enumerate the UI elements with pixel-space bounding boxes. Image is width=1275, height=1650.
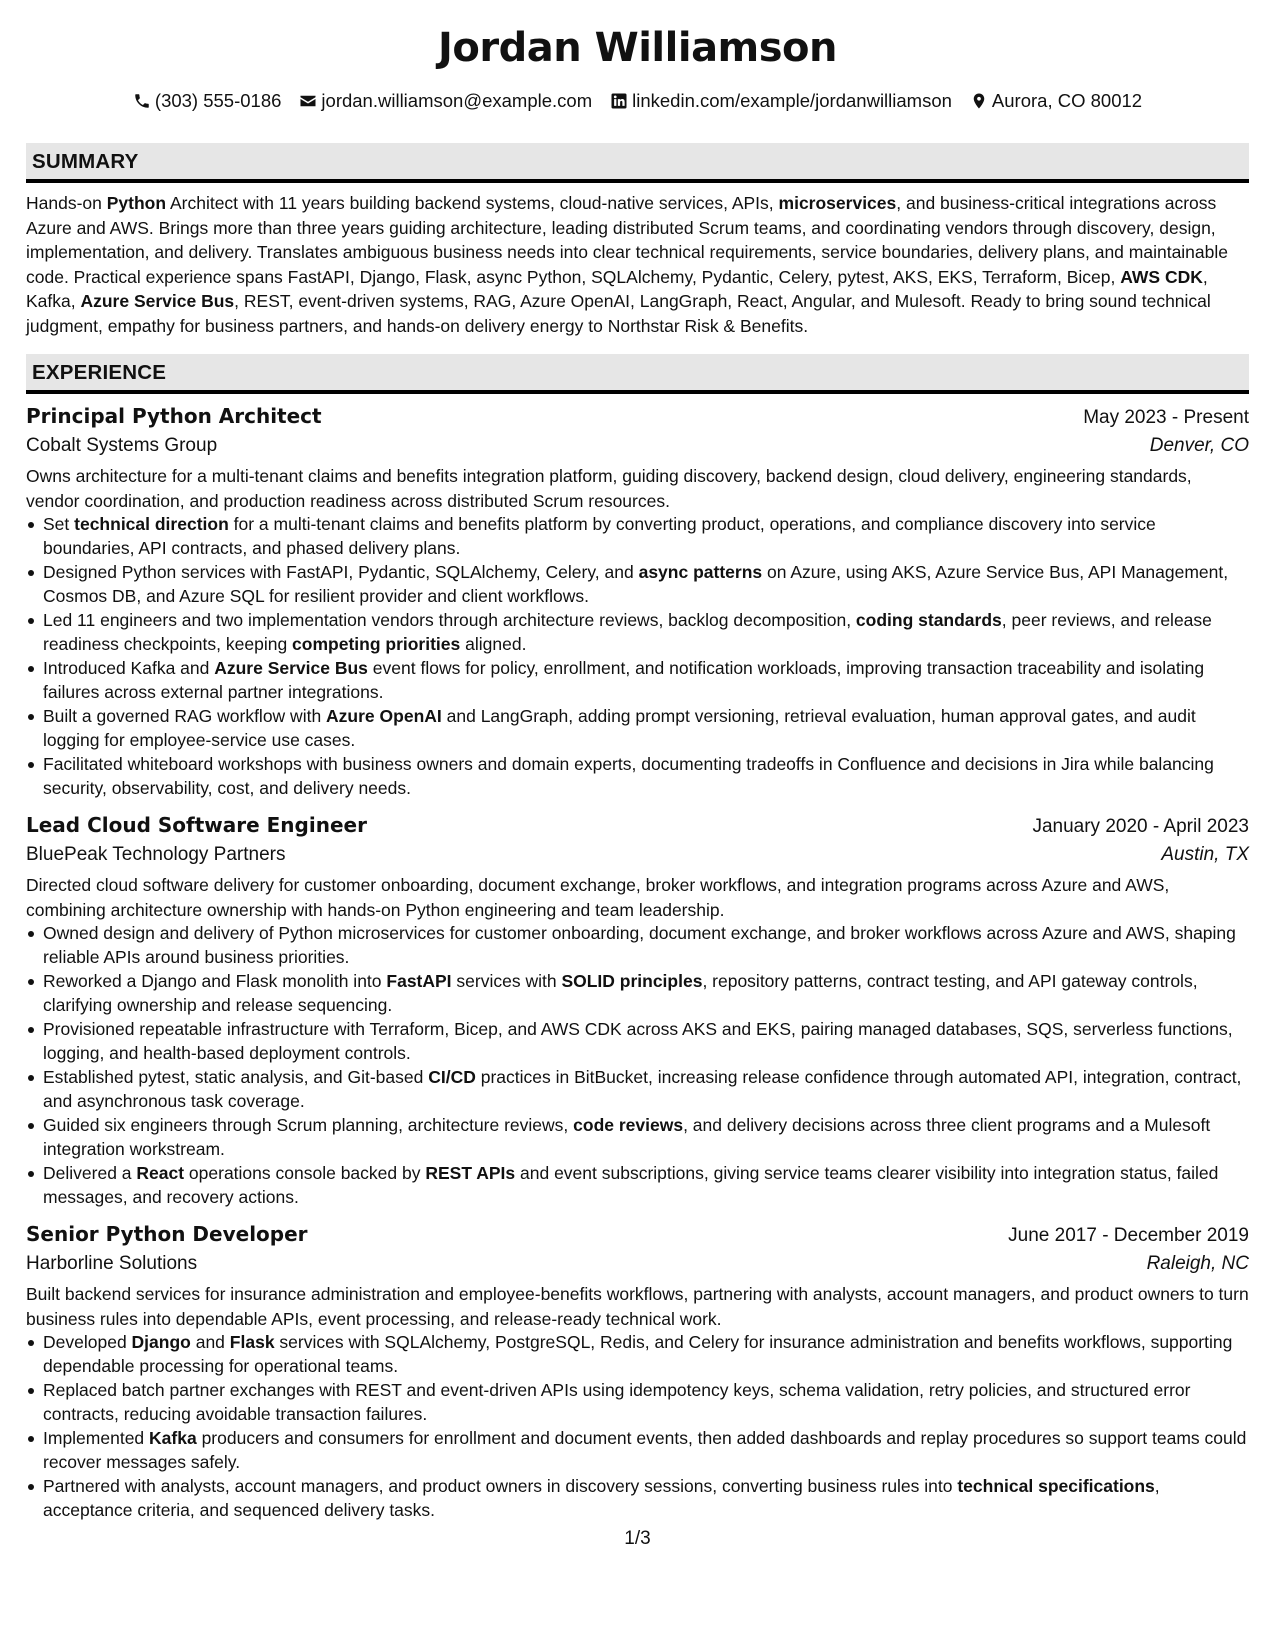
bullet-item: Delivered a React operations console backed by REST APIs and event subscriptions, giving service teams clearer visibility into integration status, failed messages, and recovery actions. [26, 1162, 1249, 1209]
envelope-icon [299, 92, 317, 110]
emphasis-text: technical direction [74, 514, 229, 534]
bullet-item: Designed Python services with FastAPI, Pydantic, SQLAlchemy, Celery, and async patterns on Azure, using AKS, Azure Service Bus, API Management, Cosmos DB, and Azure SQL for resilient provider and client workflows. [26, 561, 1249, 608]
summary-text: Hands-on Python Architect with 11 years building backend systems, cloud-native services, APIs, microservices, and business-critical integrations across Azure and AWS. Brings more than three years guiding architecture, leading distributed Scrum teams, and coordinating vendors through discovery, design, implementation, and delivery. Translates ambiguous business needs into clear technical requirements, service boundaries, delivery plans, and maintainable code. Practical experience spans FastAPI, Django, Flask, async Python, SQLAlchemy, Pydantic, Celery, pytest, AKS, EKS, Terraform, Bicep, AWS CDK, Kafka, Azure Service Bus, REST, event-driven systems, RAG, Azure OpenAI, LangGraph, React, Angular, and Mulesoft. Ready to bring sound technical judgment, empathy for business partners, and hands-on delivery energy to Northstar Risk & Benefits. [26, 193, 1229, 336]
emphasis-text: Flask [229, 1332, 275, 1352]
emphasis-text: coding standards [855, 610, 1002, 630]
job-dates: January 2020 - April 2023 [1032, 816, 1249, 837]
emphasis-text: Python [106, 193, 167, 213]
job-company: BluePeak Technology Partners [26, 844, 286, 865]
emphasis-text: technical specifications [957, 1476, 1155, 1496]
job-company: Harborline Solutions [26, 1253, 198, 1274]
phone-icon [133, 92, 151, 110]
page-number: 1/3 [624, 1528, 651, 1549]
emphasis-text: competing priorities [292, 633, 461, 654]
job-description: Built backend services for insurance administration and employee-benefits workflows, partnering with analysts, account managers, and product owners to turn business rules into dependable APIs, event processing, and release-ready technical work. [26, 1284, 1249, 1329]
bullet-item: Developed Django and Flask services with SQLAlchemy, PostgreSQL, Redis, and Celery for insurance administration and benefits workflows, supporting dependable processing for operational teams. [26, 1331, 1249, 1378]
job-title: Principal Python Architect [26, 404, 322, 428]
job-title: Lead Cloud Software Engineer [26, 813, 367, 837]
job-dates: June 2017 - December 2019 [1008, 1225, 1249, 1246]
bullet-item: Established pytest, static analysis, and Git-based CI/CD practices in BitBucket, increasing release confidence through automated API, integration, contract, and asynchronous task coverage. [26, 1066, 1249, 1113]
experience-heading: EXPERIENCE [26, 354, 1249, 394]
emphasis-text: code reviews [573, 1115, 684, 1135]
job-entry-2 [26, 810, 1249, 1209]
bullet-item: Facilitated whiteboard workshops with business owners and domain experts, documenting tradeoffs in Confluence and decisions in Jira while balancing security, observability, cost, and delivery needs. [26, 753, 1249, 800]
bullet-item: Owned design and delivery of Python microservices for customer onboarding, document exchange, and broker workflows across Azure and AWS, shaping reliable APIs around business priorities. [26, 922, 1249, 969]
emphasis-text: async patterns [638, 562, 763, 582]
job-entry-1 [26, 401, 1249, 800]
linkedin-link[interactable]: linkedin.com/example/jordanwilliamson [632, 90, 952, 111]
job-location: Austin, TX [1161, 844, 1249, 865]
emphasis-text: FastAPI [386, 971, 452, 991]
map-marker-icon [970, 92, 988, 110]
emphasis-text: AWS CDK [1120, 266, 1203, 287]
job-bullets [26, 513, 1249, 800]
job-bullets [26, 922, 1249, 1209]
emphasis-text: microservices [778, 193, 897, 213]
contact-location [970, 90, 1142, 112]
bullet-item: Guided six engineers through Scrum planning, architecture reviews, code reviews, and delivery decisions across three client programs and a Mulesoft integration workstream. [26, 1114, 1249, 1161]
emphasis-text: React [136, 1163, 185, 1183]
bullet-item: Provisioned repeatable infrastructure with Terraform, Bicep, and AWS CDK across AKS and EKS, pairing managed databases, SQS, serverless functions, logging, and health-based deployment controls. [26, 1018, 1249, 1065]
bullet-item: Built a governed RAG workflow with Azure OpenAI and LangGraph, adding prompt versioning, retrieval evaluation, human approval gates, and audit logging for employee-service use cases. [26, 705, 1249, 752]
contact-phone [133, 90, 282, 112]
job-location: Denver, CO [1149, 435, 1249, 456]
resume-page [26, 0, 1249, 1523]
emphasis-text: Azure OpenAI [326, 706, 442, 726]
bullet-item: Introduced Kafka and Azure Service Bus event flows for policy, enrollment, and notification workloads, improving transaction traceability and isolating failures across external partner integrations. [26, 657, 1249, 704]
contact-email[interactable] [299, 90, 592, 112]
contact-linkedin[interactable] [610, 90, 952, 112]
location-text: Aurora, CO 80012 [991, 90, 1143, 111]
emphasis-text: Azure Service Bus [80, 291, 235, 311]
bullet-item: Replaced batch partner exchanges with REST and event-driven APIs using idempotency keys, schema validation, retry policies, and structured error contracts, reducing avoidable transaction failures. [26, 1379, 1249, 1426]
linkedin-icon [610, 92, 628, 110]
bullet-item: Partnered with analysts, account managers, and product owners in discovery sessions, converting business rules into technical specifications, acceptance criteria, and sequenced delivery tasks. [26, 1475, 1249, 1522]
emphasis-text: CI/CD [428, 1067, 476, 1087]
job-bullets [26, 1331, 1249, 1522]
emphasis-text: Django [131, 1332, 191, 1352]
candidate-name: Jordan Williamson [437, 25, 838, 71]
job-description: Directed cloud software delivery for customer onboarding, document exchange, broker workflows, and integration programs across Azure and AWS, combining architecture ownership with hands-on Python engineering and team leadership. [26, 875, 1170, 920]
bullet-item: Led 11 engineers and two implementation vendors through architecture reviews, backlog decomposition, coding standards, peer reviews, and release readiness checkpoints, keeping competing priorities aligned. [26, 609, 1249, 656]
contact-bar [26, 90, 1249, 112]
job-dates: May 2023 - Present [1083, 407, 1249, 428]
bullet-item: Implemented Kafka producers and consumers for enrollment and document events, then added dashboards and replay procedures so support teams could recover messages safely. [26, 1427, 1249, 1474]
job-location: Raleigh, NC [1146, 1253, 1249, 1274]
summary-heading: SUMMARY [26, 143, 1249, 183]
bullet-item: Set technical direction for a multi-tenant claims and benefits platform by converting product, operations, and compliance discovery into service boundaries, API contracts, and phased delivery plans. [26, 513, 1249, 560]
job-company: Cobalt Systems Group [26, 435, 218, 456]
emphasis-text: REST APIs [425, 1163, 516, 1183]
emphasis-text: SOLID principles [561, 971, 703, 991]
emphasis-text: Kafka [149, 1428, 197, 1448]
job-description: Owns architecture for a multi-tenant claims and benefits integration platform, guiding discovery, backend design, cloud delivery, engineering standards, vendor coordination, and production readiness across distributed Scrum resources. [26, 466, 1192, 511]
job-title: Senior Python Developer [26, 1222, 308, 1246]
emphasis-text: Azure Service Bus [214, 658, 368, 678]
phone-text: (303) 555-0186 [154, 90, 282, 111]
bullet-item: Reworked a Django and Flask monolith into FastAPI services with SOLID principles, repository patterns, contract testing, and API gateway controls, clarifying ownership and release sequencing. [26, 970, 1249, 1017]
job-entry-3 [26, 1219, 1249, 1522]
email-link[interactable]: jordan.williamson@example.com [321, 90, 593, 111]
